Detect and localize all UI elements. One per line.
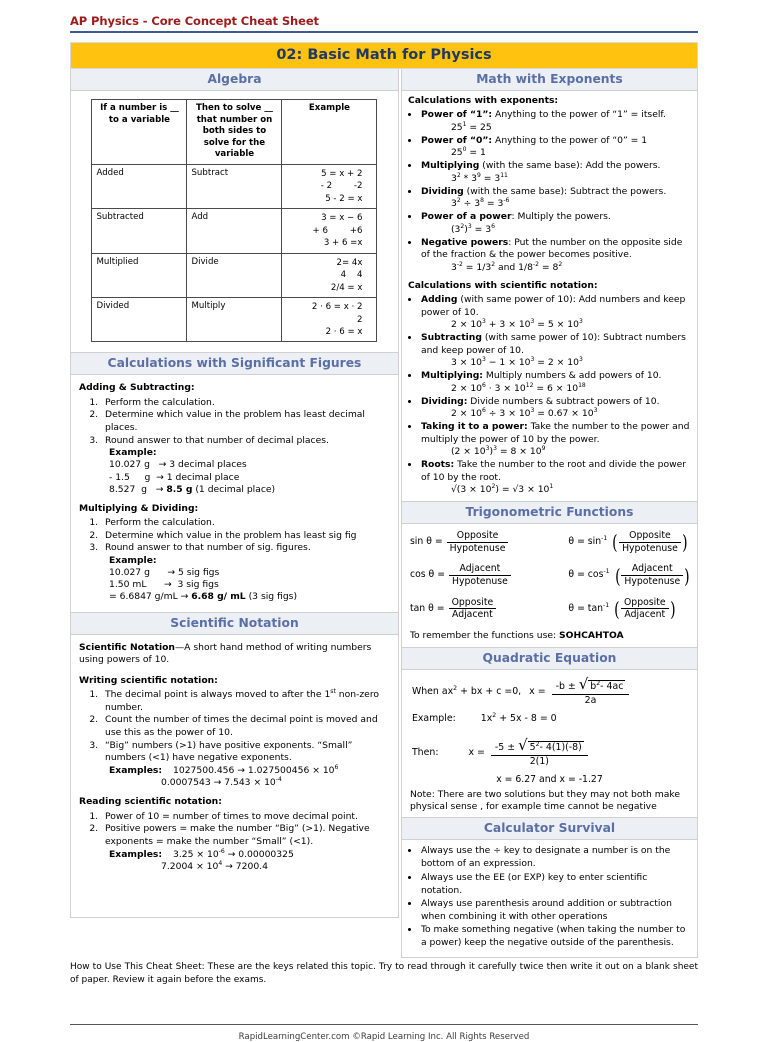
example-line: 1.50 mL → 3 sig figs <box>109 579 219 591</box>
example-line: - 1.5 g → 1 decimal place <box>109 471 240 483</box>
trig-formula-grid <box>406 526 693 623</box>
list-item-text: Divide numbers & subtract powers of 10. <box>467 395 660 407</box>
list-item-text: Anything to the power of “1” = itself. <box>492 109 666 121</box>
example-line: 8.527 g → 8.5 g (1 decimal place) <box>109 483 276 495</box>
list-item-term: Roots: <box>420 459 455 471</box>
scinot-reading-examples <box>79 849 390 873</box>
banner-title: 02: Basic Math for Physics <box>70 42 698 69</box>
list-item-formula: $25^1 = 25$ <box>450 120 492 133</box>
list-item <box>420 160 691 185</box>
scinot-writing-examples <box>79 765 390 789</box>
section-body-scientific-notation <box>70 635 399 918</box>
section-heading-sigfigs: Calculations with Significant Figures <box>70 353 399 375</box>
table-row <box>92 164 377 208</box>
cell-example: 3 = x − 6 + 6 +6 3 + 6 =x <box>282 209 377 253</box>
left-column <box>70 69 399 918</box>
list-item: 2. Count the number of times the decimal point is moved and use this as the power of 10. <box>101 714 390 739</box>
list-item-formula: $√(3 \times 10^2) = √3 \times 10^1$ <box>450 483 554 496</box>
quadratic-then-x-equals: x = <box>468 746 485 758</box>
right-paren-icon: ) <box>669 596 676 621</box>
list-item-text: : Put the number on the opposite side of the fraction & the power becomes positive. <box>420 236 683 261</box>
list-item: 1. The decimal point is always moved to after the 1st non-zero number. <box>101 689 390 714</box>
list-item <box>420 294 691 332</box>
quadratic-example <box>408 707 691 725</box>
trig-function-label: sin θ = <box>409 536 443 548</box>
quadratic-solutions: x = 6.27 and x = -1.27 <box>496 774 603 786</box>
exponents-calc-title: Calculations with exponents: <box>407 95 559 106</box>
list-item <box>420 211 691 236</box>
table-row <box>92 209 377 253</box>
list-item-text: (with the same base): Subtract the powers. <box>463 185 667 197</box>
list-item: 1. Perform the calculation. <box>101 397 390 410</box>
list-item: 1. Power of 10 = number of times to move decimal point. <box>101 811 390 824</box>
list-item: 2. Positive powers = make the number “Big” (>1). Negative exponents = make the number “Small” (<1). <box>101 823 390 848</box>
list-item-text: Take the number to the root and divide the power of 10 by the root. <box>420 459 687 483</box>
trig-numerator: Opposite <box>449 597 497 610</box>
scinot-definition-term: Scientific Notation <box>79 641 175 653</box>
section-body-calculator <box>401 840 698 958</box>
quadratic-note: Note: There are two solutions but they may not both make physical sense , for example time cannot be negative <box>409 788 681 812</box>
trig-numerator: Opposite <box>621 597 669 610</box>
list-item-text: Multiply numbers & add powers of 10. <box>482 370 662 382</box>
trig-mnemonic <box>406 623 693 643</box>
trig-numerator: Opposite <box>447 530 509 543</box>
scinot-definition <box>79 642 390 666</box>
list-item: • To make something negative (when taking the number to a power) keep the negative outside of the parenthesis. <box>420 924 691 950</box>
list-item-text: : Multiply the powers. <box>511 211 611 223</box>
section-body-exponents <box>401 91 698 502</box>
example-line: $0.0007543 \to 7.543 \times 10^{-4}$ <box>161 776 282 789</box>
list-item-formula: $25^0 = 1$ <box>450 146 486 159</box>
example-line: $7.2004 \times 10^4 \to 7200.4$ <box>161 859 268 872</box>
list-item-term: Dividing: <box>420 395 468 407</box>
list-item-formula: $(3^2)^3 = 3^6$ <box>450 222 495 235</box>
list-item-formula: $2 \times 10^6 \cdot 3 \times 10^{12} = 6 \times 10^{18}$ <box>450 381 586 394</box>
quadratic-general-numerator: -b ± √ $b^2-$ 4ac <box>552 677 630 695</box>
trig-right-column <box>568 530 691 621</box>
quadratic-example-label: Example: <box>411 713 456 725</box>
example-line: 10.027 g → 3 decimal places <box>109 459 247 471</box>
list-item-text: (with the same base): Add the powers. <box>479 160 661 172</box>
sigfigs-mult-title: Multiplying & Dividing: <box>79 502 199 514</box>
list-item-formula: $3 \times 10^3 - 1 \times 10^3 = 2 \times 10^3$ <box>450 356 583 369</box>
example-line: = 6.6847 g/mL → 6.68 g/ mL (3 sig figs) <box>109 591 298 603</box>
list-item: • Always use the ÷ key to designate a number is on the bottom of an expression. <box>420 845 691 871</box>
left-paren-icon: ( <box>614 596 620 621</box>
trig-denominator: Hypotenuse <box>624 576 681 588</box>
quadratic-x-equals: x = <box>529 686 546 698</box>
sigfigs-adding-example-lines <box>109 459 390 495</box>
scinot-definition-text: —A short hand method of writing numbers using powers of 10. <box>79 641 372 665</box>
list-item: 3. “Big” numbers (>1) have positive exponents. “Small” numbers (<1) have negative exponents. <box>101 740 390 765</box>
list-item: 2. Determine which value in the problem has least decimal places. <box>101 409 390 434</box>
col-header-solution-label: Then to solve __ that number on both sides to solve for the variable <box>196 103 273 160</box>
cell-solution: Divide <box>187 253 282 297</box>
quadratic-then-denominator: 2(1) <box>529 756 549 768</box>
left-paren-icon: ( <box>614 563 621 588</box>
cell-example: 2 · 6 = x · 2 2 2 · 6 = x <box>282 298 377 342</box>
list-item-text: (with same power of 10): Add numbers and keep power of 10. <box>420 293 686 318</box>
section-body-quadratic <box>401 670 698 818</box>
algebra-table-body <box>92 164 377 341</box>
section-body-sigfigs <box>70 375 399 612</box>
col-header-example <box>282 100 377 165</box>
trig-numerator: Opposite <box>619 530 681 543</box>
quadratic-then-line <box>408 726 691 768</box>
trig-fraction <box>621 563 683 587</box>
cell-operation: Divided <box>92 298 187 342</box>
quadratic-when-label: When $ax^2$ + bx + c =0, <box>411 684 522 698</box>
list-item-term: Subtracting <box>420 332 482 344</box>
sigfigs-mult-example <box>79 555 390 604</box>
list-item-formula: $3^{-2} = 1/3^2$ and $1/8^{-2} = 8^2$ <box>450 260 563 273</box>
list-item-formula: $3^2 * 3^9 = 3^{11}$ <box>450 171 508 184</box>
trig-left-column <box>410 530 511 621</box>
list-item: 3. Round answer to that number of decimal places. <box>101 435 390 448</box>
section-body-algebra <box>70 91 399 353</box>
list-item-term: Negative powers <box>420 236 509 248</box>
sigfigs-mult-example-lines <box>109 567 390 603</box>
cell-solution: Multiply <box>187 298 282 342</box>
list-item-term: Dividing <box>420 185 464 197</box>
list-item: 1. Perform the calculation. <box>101 517 390 530</box>
trig-function-label: $\theta = \tan^{-1}$ <box>568 601 610 614</box>
cell-solution: Add <box>187 209 282 253</box>
trig-function-label: tan θ = <box>409 602 445 614</box>
trig-function-label: $\theta = \cos^{-1}$ <box>568 568 610 581</box>
trig-mnemonic-text: To remember the functions use: <box>409 629 560 641</box>
list-item-formula: $(2 \times 10^3)^3 = 8 \times 10^9$ <box>450 445 546 458</box>
trig-numerator: Adjacent <box>621 563 683 576</box>
trig-formula <box>568 597 691 621</box>
list-item-term: Power of “1”: <box>420 109 493 121</box>
cell-operation: Added <box>92 164 187 208</box>
right-column <box>401 69 698 958</box>
trig-formula <box>410 563 511 587</box>
list-item <box>420 135 691 160</box>
cell-example: 2= 4x 4 4 2/4 = x <box>282 253 377 297</box>
trig-formula <box>410 597 511 621</box>
right-paren-icon: ) <box>682 530 688 555</box>
cell-operation: Subtracted <box>92 209 187 253</box>
list-item <box>420 109 691 134</box>
page-title: AP Physics - Core Concept Cheat Sheet <box>70 14 319 28</box>
table-row <box>92 298 377 342</box>
trig-fraction <box>449 597 497 621</box>
how-to-use-text: How to Use This Cheat Sheet: These are the keys related this topic. Try to read through it carefully twice then write it out on a blank sheet of paper. Review it again before the exams. <box>70 962 698 985</box>
trig-fraction <box>619 530 681 554</box>
section-heading-trig: Trigonometric Functions <box>401 502 698 524</box>
scinot-writing-example-label: Examples: <box>109 765 163 777</box>
col-header-condition-label: If a number is __ to a variable <box>100 103 179 125</box>
trig-denominator: Adjacent <box>624 609 666 621</box>
sigfigs-adding-example <box>79 447 390 496</box>
list-item <box>420 186 691 211</box>
exponents-sci-title: Calculations with scientific notation: <box>407 279 598 291</box>
sigfigs-adding-steps <box>79 397 390 448</box>
list-item-text: Anything to the power of “0” = 1 <box>492 134 648 146</box>
trig-numerator: Adjacent <box>449 563 511 576</box>
list-item-term: Power of “0”: <box>420 134 493 146</box>
col-header-condition <box>92 100 187 165</box>
trig-function-label: cos θ = <box>409 569 445 581</box>
list-item: 3. Round answer to that number of sig. figures. <box>101 542 390 555</box>
sigfigs-adding-example-label: Example: <box>109 447 157 459</box>
list-item-term: Taking it to a power: <box>420 421 528 433</box>
trig-formula <box>568 530 691 554</box>
trig-mnemonic-word: SOHCAHTOA <box>559 629 624 641</box>
sigfigs-mult-example-label: Example: <box>109 555 157 567</box>
footer-copyright: RapidLearningCenter.com ©Rapid Learning Inc. All Rights Reserved <box>238 1031 530 1042</box>
list-item-formula: $2 \times 10^3 + 3 \times 10^3 = 5 \times 10^3$ <box>450 317 583 331</box>
list-item-text: Take the number to the power and multiply the power of 10 by the power. <box>420 421 690 445</box>
trig-function-label: $\theta = \sin^{-1}$ <box>568 535 608 548</box>
scientific-notation-calc-list <box>408 294 691 497</box>
quadratic-example-equation: $1x^2 + 5x - 8 = 0$ <box>480 712 557 725</box>
scinot-reading-title: Reading scientific notation: <box>79 796 222 808</box>
example-line: $3.25 \times 10^{-6} \to 0.00000325$ <box>173 847 294 860</box>
section-heading-calculator: Calculator Survival <box>401 818 698 840</box>
cell-solution: Subtract <box>187 164 282 208</box>
scinot-writing-steps <box>79 689 390 765</box>
list-item <box>420 370 691 395</box>
sigfigs-mult-steps <box>79 517 390 555</box>
cell-operation: Multiplied <box>92 253 187 297</box>
trig-fraction <box>447 530 509 554</box>
list-item <box>420 421 691 459</box>
quadratic-then-label: Then: <box>411 746 439 758</box>
section-body-trig <box>401 524 698 648</box>
algebra-table <box>91 99 377 342</box>
list-item-formula: $3^2 \div 3^8 = 3^{-6}$ <box>450 197 510 210</box>
trig-denominator: Hypotenuse <box>452 576 508 588</box>
exponents-list <box>408 109 691 274</box>
scinot-reading-example-label: Examples: <box>109 848 163 860</box>
title-divider <box>70 31 698 33</box>
quadratic-general-form <box>408 673 691 707</box>
list-item-term: Adding <box>420 293 458 305</box>
col-header-solution <box>187 100 282 165</box>
scinot-reading-steps <box>79 811 390 849</box>
section-heading-algebra: Algebra <box>70 69 399 91</box>
quadratic-general-fraction <box>552 677 630 707</box>
list-item <box>420 396 691 421</box>
quadratic-general-denominator: 2a <box>584 695 597 707</box>
trig-formula <box>410 530 511 554</box>
list-item-term: Multiplying: <box>420 370 483 382</box>
list-item <box>420 332 691 370</box>
section-heading-scientific-notation: Scientific Notation <box>70 613 399 635</box>
trig-denominator: Adjacent <box>452 609 493 621</box>
list-item: 2. Determine which value in the problem has least sig fig <box>101 530 390 543</box>
trig-fraction <box>449 563 511 587</box>
trig-formula <box>568 563 691 587</box>
list-item-formula: $2 \times 10^6 \div 3 \times 10^3 = 0.67 \times 10^3$ <box>450 407 598 420</box>
trig-denominator: Hypotenuse <box>622 542 678 554</box>
example-line: 10.027 g → 5 sig figs <box>109 567 220 579</box>
quadratic-then-numerator: -5 ± √ $5^2-$ 4(1)(-8) <box>491 738 588 756</box>
quadratic-then-fraction <box>491 735 588 768</box>
trig-denominator: Hypotenuse <box>449 542 506 554</box>
left-paren-icon: ( <box>612 530 618 555</box>
section-heading-exponents: Math with Exponents <box>401 69 698 91</box>
cell-example: 5 = x + 2 - 2 -2 5 - 2 = x <box>282 164 377 208</box>
list-item-text: (with same power of 10): Subtract numbers and keep power of 10. <box>420 332 686 356</box>
sigfigs-adding-title: Adding & Subtracting: <box>79 382 195 394</box>
list-item <box>420 237 691 275</box>
two-column-layout <box>70 69 698 958</box>
example-line: $1027500.456 \to 1.027500456 \times 10^6$ <box>173 764 339 777</box>
trig-fraction <box>621 597 669 621</box>
section-heading-quadratic: Quadratic Equation <box>401 648 698 670</box>
col-header-example-label: Example <box>308 103 351 113</box>
right-paren-icon: ) <box>684 563 690 588</box>
list-item: • Always use parenthesis around addition or subtraction when combining it with other operations <box>420 898 691 924</box>
list-item: • Always use the EE (or EXP) key to enter scientific notation. <box>420 872 691 898</box>
list-item <box>420 459 691 497</box>
list-item-term: Multiplying <box>420 160 480 172</box>
calculator-tips-list <box>408 845 691 950</box>
table-header-row <box>92 100 377 165</box>
scinot-writing-title: Writing scientific notation: <box>79 674 218 686</box>
list-item-term: Power of a power <box>420 211 512 223</box>
table-row <box>92 253 377 297</box>
